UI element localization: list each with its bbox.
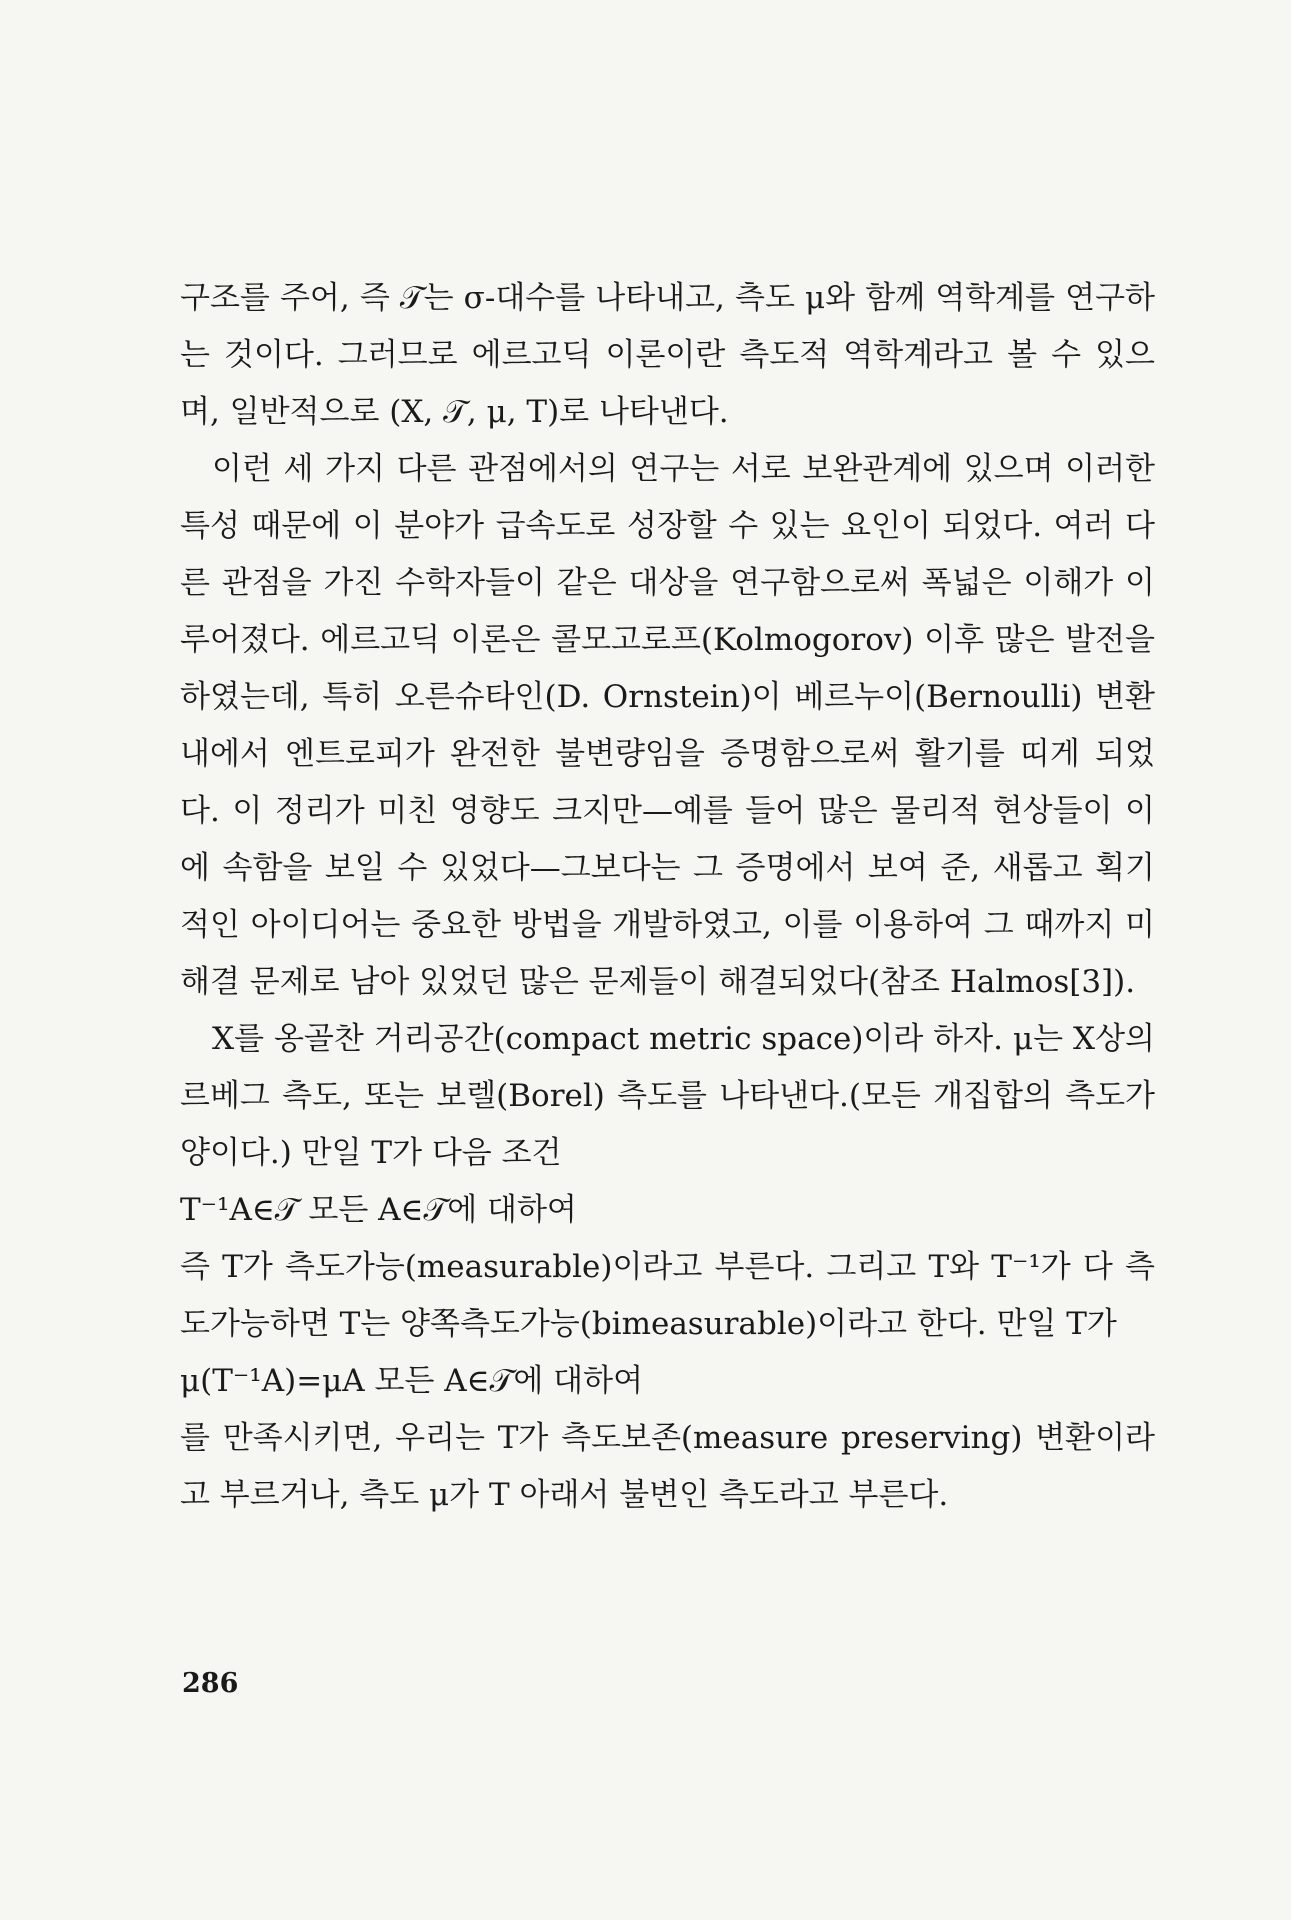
formula-measure-preserving: μ(T⁻¹A)=μA 모든 A∈𝒯에 대하여 (180, 1363, 644, 1399)
paragraph-1: 구조를 주어, 즉 𝒯는 σ-대수를 나타내고, 측도 μ와 함께 역학계를 연구하는 것이다. 그러므로 에르고딕 이론이란 측도적 역학계라고 볼 수 있으며, 일반적으로 (X, 𝒯, μ, T)로 나타낸다. (180, 280, 1155, 430)
formula-measurable: T⁻¹A∈𝒯 모든 A∈𝒯에 대하여 (180, 1192, 577, 1228)
paragraph-3: X를 옹골찬 거리공간(compact metric space)이라 하자. μ는 X상의 르베그 측도, 또는 보렐(Borel) 측도를 나타낸다.(모든 개집합의 측도가 양이다.) 만일 T가 다음 조건 (180, 1021, 1155, 1171)
page-number: 286 (182, 1668, 239, 1699)
paragraph-2: 이런 세 가지 다른 관점에서의 연구는 서로 보완관계에 있으며 이러한 특성 때문에 이 분야가 급속도로 성장할 수 있는 요인이 되었다. 여러 다른 관점을 가진 수학자들이 같은 대상을 연구함으로써 폭넓은 이해가 이루어졌다. 에르고딕 이론은 콜모고로프(Kolmogorov) 이후 많은 발전을 하였는데, 특히 오른슈타인(D. Ornstein)이 베르누이(Bernoulli) 변환 내에서 엔트로피가 완전한 불변량임을 증명함으로써 활기를 띠게 되었다. 이 정리가 미친 영향도 크지만—예를 들어 많은 물리적 현상들이 이에 속함을 보일 수 있었다—그보다는 그 증명에서 보여 준, 새롭고 획기적인 아이디어는 중요한 방법을 개발하였고, 이를 이용하여 그 때까지 미해결 문제로 남아 있었던 많은 문제들이 해결되었다(참조 Halmos[3]). (180, 451, 1155, 1000)
body-text (180, 270, 1155, 1524)
paragraph-4: 즉 T가 측도가능(measurable)이라고 부른다. 그리고 T와 T⁻¹가 다 측도가능하면 T는 양쪽측도가능(bimeasurable)이라고 한다. 만일 T가 (180, 1249, 1155, 1342)
paragraph-5: 를 만족시키면, 우리는 T가 측도보존(measure preserving) 변환이라고 부르거나, 측도 μ가 T 아래서 불변인 측도라고 부른다. (180, 1420, 1155, 1513)
